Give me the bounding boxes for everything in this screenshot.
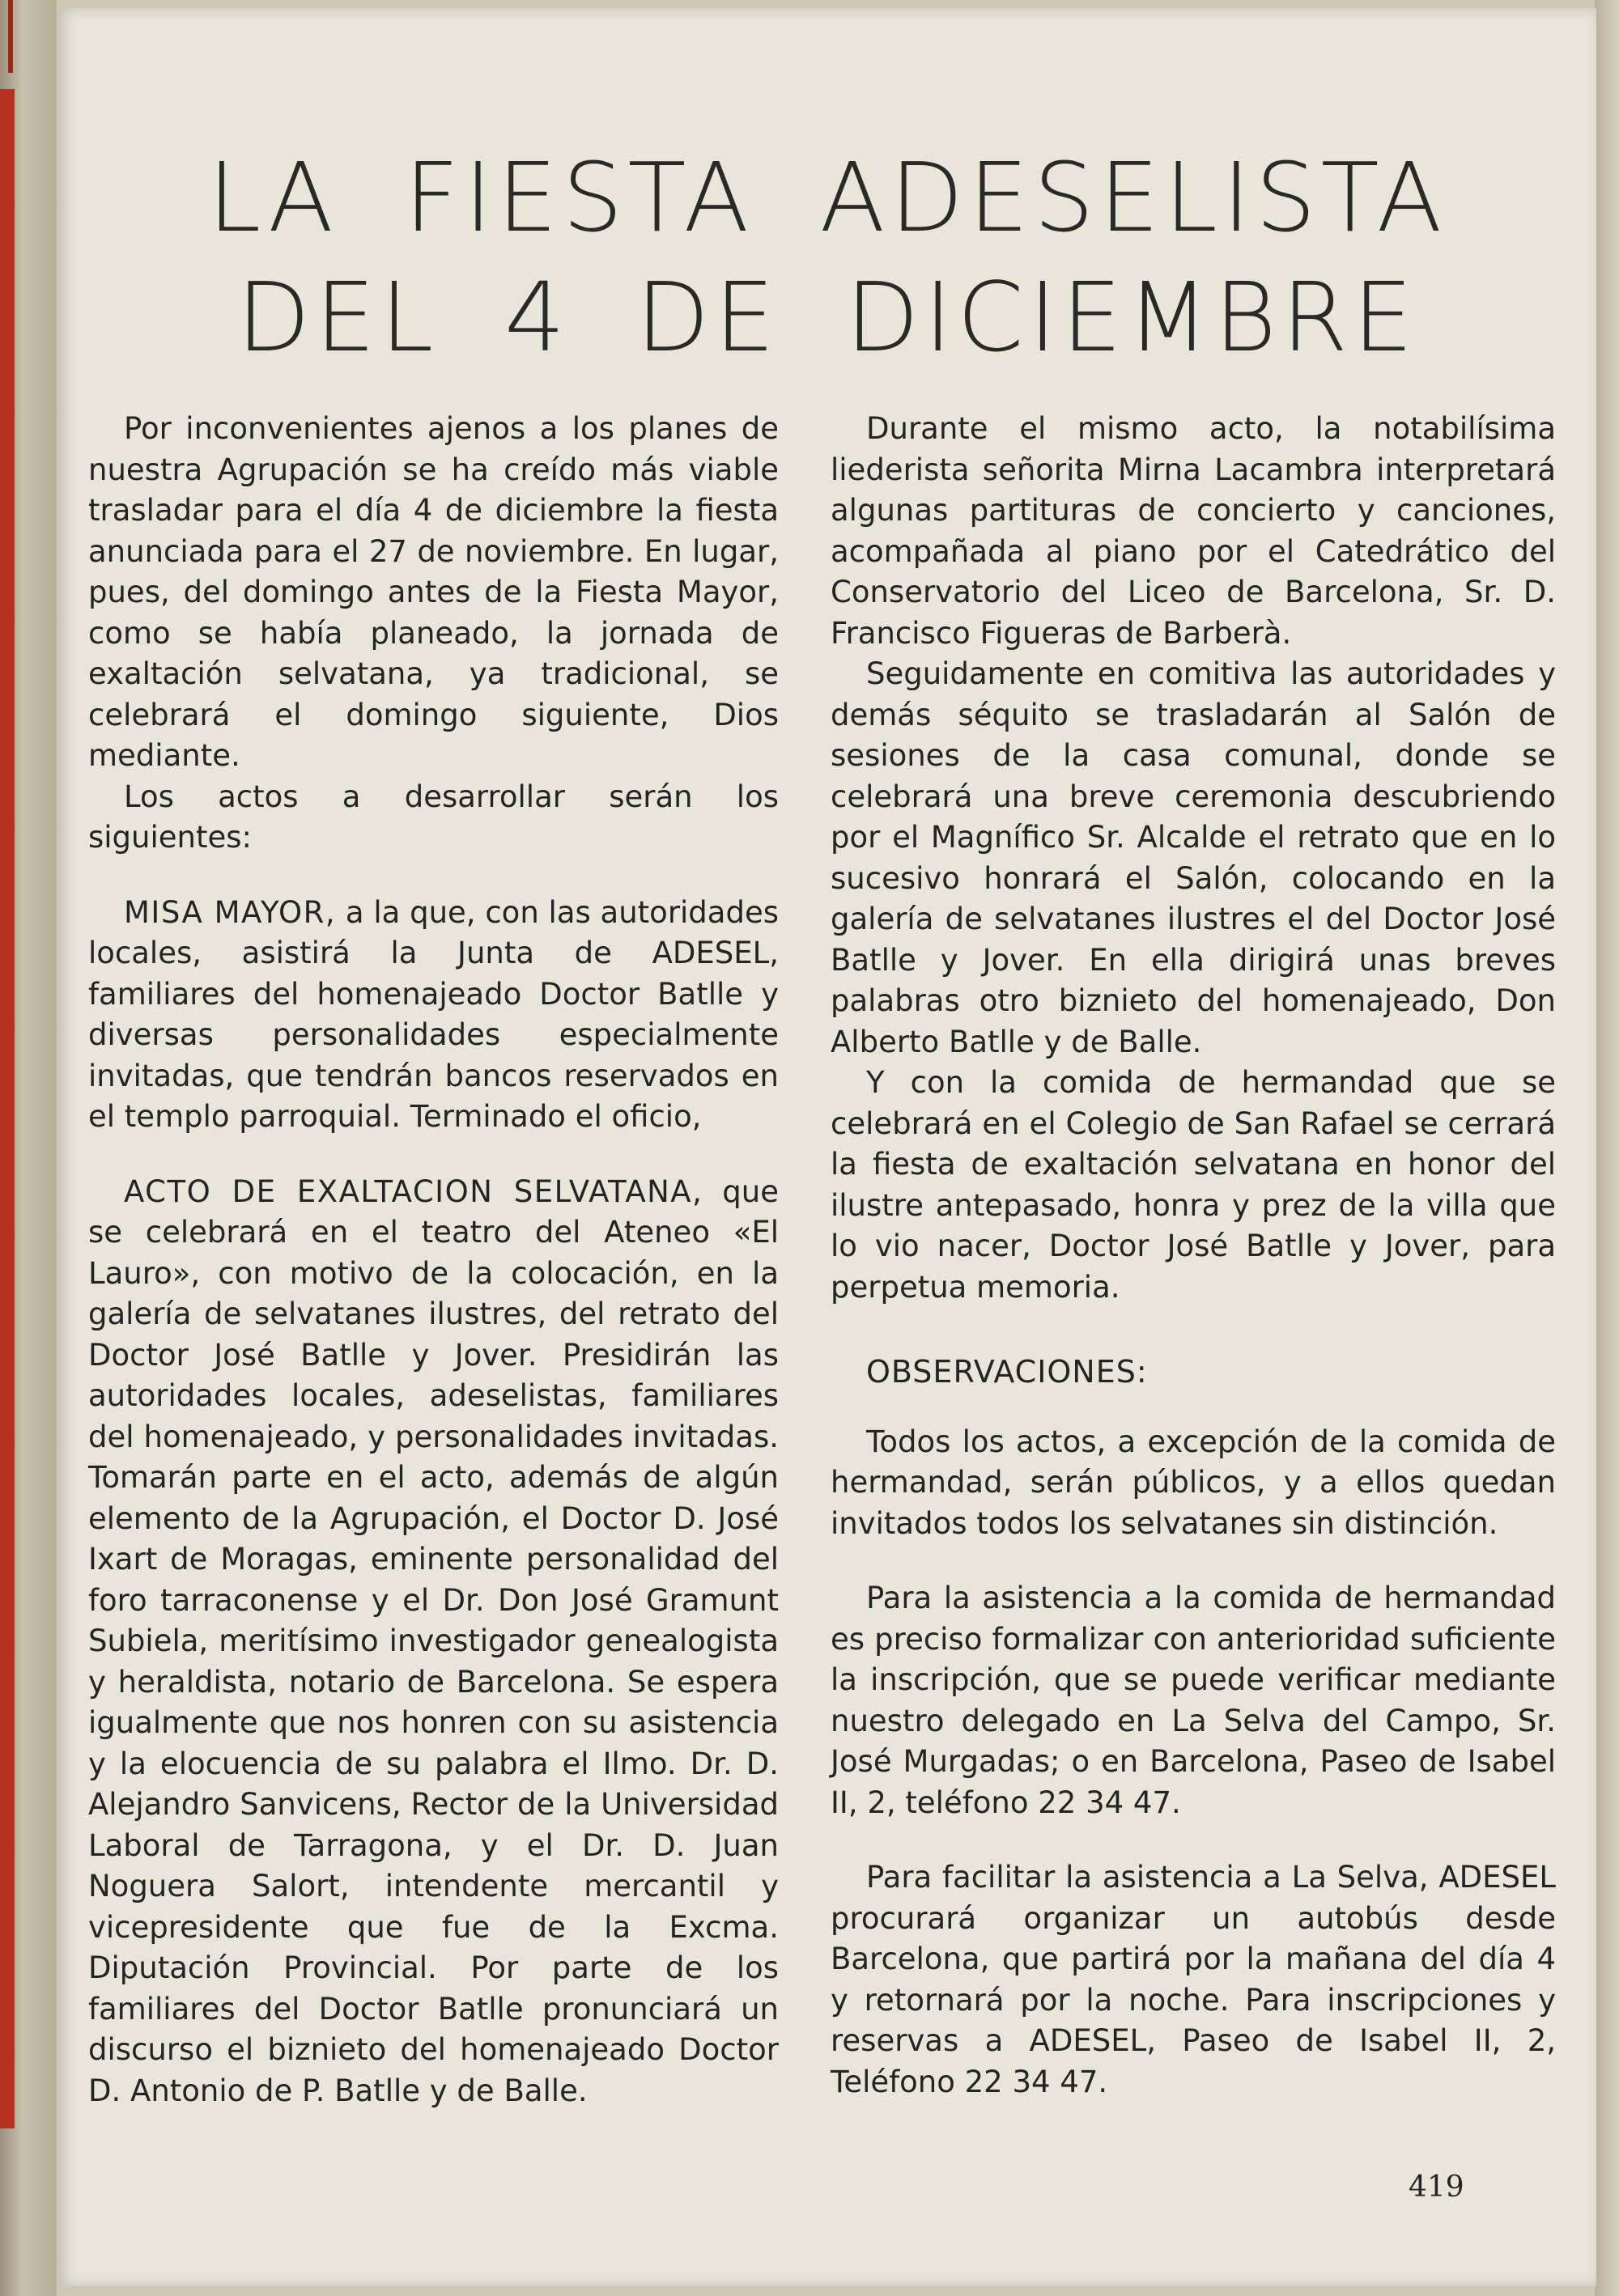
paragraph-misa-mayor	[88, 893, 779, 1138]
adjacent-page-edge-top	[8, 0, 13, 73]
paragraph-intro: Por inconvenientes ajenos a los planes de nuestra Agrupación se ha creído más viable trasladar para el día 4 de diciembre la fiesta anunciada para el 27 de noviembre. En lugar, pues, del domingo antes de la Fiesta Mayor, como se había planeado, la jornada de exaltación selvatana, ya tradicional, se celebrará el domingo siguiente, Dios mediante.	[88, 411, 779, 773]
article-title	[58, 138, 1596, 377]
misa-mayor-text: a la que, con las autoridades locales, asistirá la Junta de ADESEL, familiares del homenajeado Doctor Batlle y diversas personalidades especialmente invitadas, que tendrán bancos reservados en el templo parroquial. Terminado el oficio,	[88, 894, 779, 1134]
paragraph-acts-intro: Los actos a desarrollar serán los siguientes:	[88, 779, 779, 855]
right-column	[831, 409, 1556, 2103]
acto-exaltacion-text: que se celebrará en el teatro del Ateneo «El Lauro», con motivo de la colocación, en la galería de selvatanes ilustres, del retrato del Doctor José Batlle y Jover. Presidirán las autoridades locales, adeselistas, familiares del homenajeado, y personalidades invitadas. Tomarán parte en el acto, además de algún elemento de la Agrupación, el Doctor D. José Ixart de Moragas, eminente personalidad del foro tarraconense y el Dr. Don José Gramunt Subiela, meritísimo investigador genealogista y heraldista, notario de Barcelona. Se espera igualmente que nos honren con su asistencia y la elocuencia de su palabra el Ilmo. Dr. D. Alejandro Sanvicens, Rector de la Universidad Laboral de Tarragona, y el Dr. D. Juan Noguera Salort, intendente mercantil y vicepresidente que fue de la Excma. Diputación Provincial. Por parte de los familiares del Doctor Batlle pronunciará un discurso el biznieto del homenajeado Doctor D. Antonio de P. Batlle y de Balle.	[88, 1173, 779, 2108]
title-line-1: LA FIESTA ADESELISTA	[207, 142, 1447, 253]
paragraph-actos-publicos: Todos los actos, a excepción de la comida de hermandad, serán públicos, y a ellos quedan invitados todos los selvatanes sin distinción.	[831, 1424, 1556, 1541]
paragraph-salon-sesiones: Seguidamente en comitiva las autoridades y demás séquito se trasladarán al Salón de sesiones de la casa comunal, donde se celebrará una breve ceremonia descubriendo por el Magnífico Sr. Alcalde el retrato que en lo sucesivo honrará el Salón, colocando en la galería de selvatanes ilustres el del Doctor José Batlle y Jover. En ella dirigirá unas breves palabras otro biznieto del homenajeado, Don Alberto Batlle y de Balle.	[831, 656, 1556, 1059]
page-number: 419	[1409, 2171, 1464, 2204]
acto-exaltacion-heading: ACTO DE EXALTACION SELVATANA,	[124, 1173, 703, 1209]
paragraph-autobus: Para facilitar la asistencia a La Selva, ADESEL procurará organizar un autobús desde Barcelona, que partirá por la mañana del día 4 y retornará por la noche. Para inscripciones y reservas a ADESEL, Paseo de Isabel II, 2, Teléfono 22 34 47.	[831, 1860, 1556, 2099]
adjacent-page-red-edge	[0, 89, 15, 2128]
misa-mayor-heading: MISA MAYOR,	[124, 894, 337, 930]
document-page	[58, 8, 1596, 2286]
left-column	[88, 409, 779, 2111]
paragraph-inscripcion: Para la asistencia a la comida de hermandad es preciso formalizar con anterioridad suficiente la inscripción, que se puede verificar mediante nuestro delegado en La Selva del Campo, Sr. José Murgadas; o en Barcelona, Paseo de Isabel II, 2, teléfono 22 34 47.	[831, 1581, 1556, 1820]
page-binding-right	[1595, 0, 1619, 2296]
title-line-2: DEL 4 DE DICIEMBRE	[236, 261, 1418, 373]
paragraph-concierto: Durante el mismo acto, la notabilísima liederista señorita Mirna Lacambra interpretará algunas partituras de concierto y canciones, acompañada al piano por el Catedrático del Conservatorio del Liceo de Barcelona, Sr. D. Francisco Figueras de Barberà.	[831, 411, 1556, 651]
paragraph-acto-exaltacion	[88, 1172, 779, 2112]
observaciones-heading: OBSERVACIONES:	[866, 1354, 1148, 1390]
paragraph-comida-hermandad: Y con la comida de hermandad que se celebrará en el Colegio de San Rafael se cerrará la fiesta de exaltación selvatana en honor del ilustre antepasado, honra y prez de la villa que lo vio nacer, Doctor José Batlle y Jover, para perpetua memoria.	[831, 1065, 1556, 1305]
